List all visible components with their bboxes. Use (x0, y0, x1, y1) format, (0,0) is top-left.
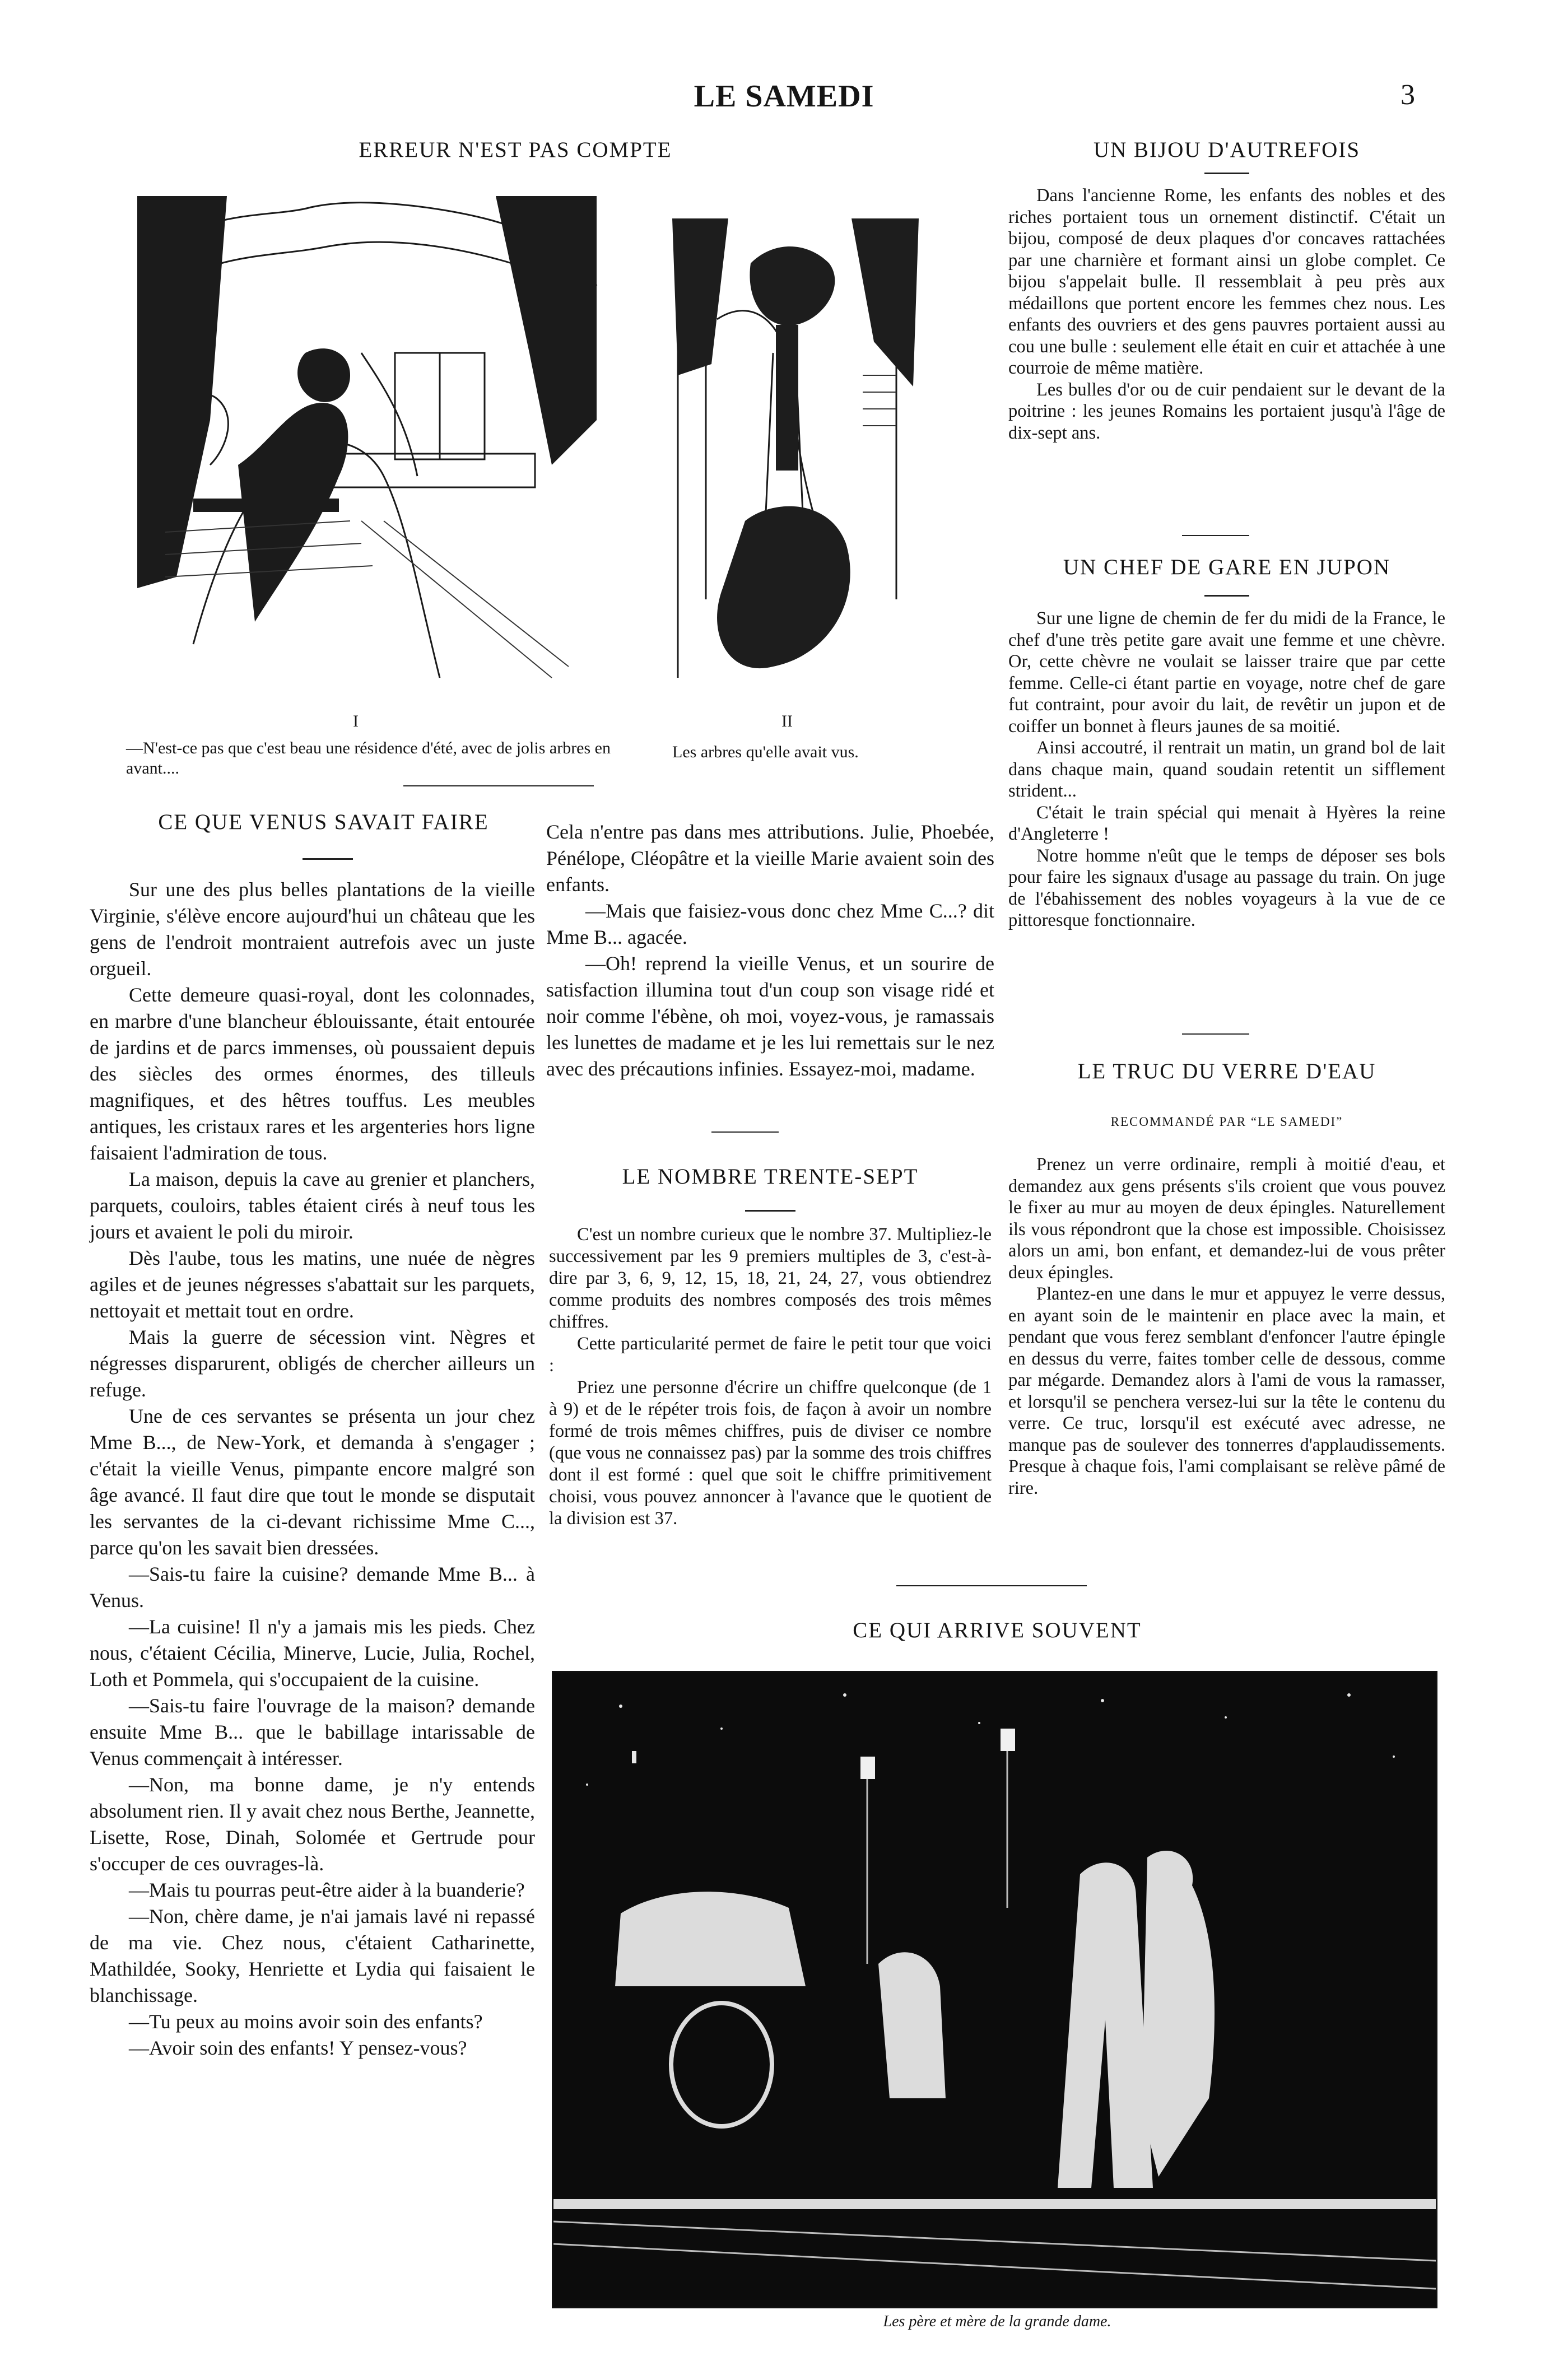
paragraph: C'était le train spécial qui menait à Hyères la reine d'Angleterre ! (1008, 802, 1445, 844)
truc-title: LE TRUC DU VERRE D'EAU (1077, 1059, 1376, 1083)
paragraph: Dès l'aube, tous les matins, une nuée de nègres agiles et de jeunes négresses s'abattait sur les parquets, nettoyait et mettait tout en ordre. (90, 1247, 535, 1322)
illustration-trees (661, 207, 924, 706)
section-divider (1182, 1033, 1249, 1035)
chef-title: UN CHEF DE GARE EN JUPON (1063, 555, 1391, 579)
nombre-body (549, 1224, 992, 1530)
paragraph: Ainsi accoutré, il rentrait un matin, un grand bol de lait dans chaque main, quand soudain retentit un sifflement strident... (1008, 738, 1445, 801)
paragraph: Les bulles d'or ou de cuir pendaient sur le devant de la poitrine : les jeunes Romains les portaient jusqu'à l'âge de dix-sept ans. (1008, 379, 1445, 443)
title-underline (1204, 595, 1249, 597)
paragraph: Priez une personne d'écrire un chiffre quelconque (de 1 à 9) et de le répéter trois fois, de façon à avoir un nombre formé de trois mêmes chiffres, puis de diviser ce nombre (que vous ne connaissez pas) par la somme des trois chiffres dont il est formé : quel que soit le chiffre primitivement choisi, vous pouvez annoncer à l'avance que le quotient de la division est 37. (549, 1377, 992, 1529)
paragraph: Sur une ligne de chemin de fer du midi de la France, le chef d'une très petite gare avait une femme et une chèvre. Or, cette chèvre ne voulait se laisser traire que par cette femme. Celle-ci étant partie en voyage, notre chef de gare fut contraint, pour avoir du lait, de revêtir un jupon et de coiffer un bonnet à fleurs jaunes de sa moitié. (1008, 608, 1445, 737)
paragraph: —Sais-tu faire l'ouvrage de la maison? demande ensuite Mme B... que le babillage intarissable de Venus commençait à intéresser. (90, 1694, 535, 1769)
arrive-caption: Les père et mère de la grande dame. (883, 2313, 1111, 2330)
truc-subtitle: RECOMMANDÉ PAR “LE SAMEDI” (1110, 1115, 1343, 1129)
fig1-label: I (353, 712, 359, 730)
illustration-residence (126, 185, 608, 706)
paragraph: —Oh! reprend la vieille Venus, et un sourire de satisfaction illumina tout d'un coup son visage ridé et noir comme l'ébène, oh moi, voyez-vous, je ramassais les lunettes de madame et je les lui remettais sur le nez avec des précautions infinies. Essayez-moi, madame. (546, 952, 994, 1080)
paragraph: Prenez un verre ordinaire, rempli à moitié d'eau, et demandez aux gens présents s'ils croient que vous pouvez le fixer au mur au moyen de deux épingles. Naturellement ils vous répondront que la chose est impossible. Choisissez alors un ami, bon enfant, et demandez-lui de vous prêter deux épingles. (1008, 1154, 1445, 1283)
bijou-body (1008, 185, 1445, 444)
paragraph: —La cuisine! Il n'y a jamais mis les pieds. Chez nous, c'étaient Cécilia, Minerve, Lucie, Julia, Rochel, Loth et Pommela, qui s'occupaient de la cuisine. (90, 1615, 535, 1691)
paragraph: —Non, chère dame, je n'ai jamais lavé ni repassé de ma vie. Chez nous, c'étaient Catharinette, Mathildée, Sooky, Henriette et Lydia qui faisaient le blanchissage. (90, 1905, 535, 2006)
venus-body (90, 877, 535, 2061)
truc-body (1008, 1154, 1445, 1499)
paragraph: Plantez-en une dans le mur et appuyez le verre dessus, en ayant soin de le maintenir en place avec la main, et pendant que vous ferez semblant d'enfoncer l'autre épingle en dessus du verre, faites tomber celle de dessous, comme par mégarde. Demandez alors à l'ami de vous la ramasser, et lorsqu'il se penchera versez-lui sur la tête le contenu du verre. Ce truc, lorsqu'il est exécuté avec adresse, ne manque pas de soulever des tonnerres d'applaudissements. Presque à chaque fois, l'ami complaisant se relève pâmé de rire. (1008, 1284, 1445, 1498)
paragraph: —Mais que faisiez-vous donc chez Mme C...? dit Mme B... agacée. (546, 900, 994, 948)
title-underline (1204, 173, 1249, 174)
paragraph: Sur une des plus belles plantations de la vieille Virginie, s'élève encore aujourd'hui un château que les gens de l'endroit montraient autrefois avec un juste orgueil. (90, 878, 535, 980)
chef-body (1008, 608, 1445, 932)
nombre-title: LE NOMBRE TRENTE-SEPT (622, 1165, 919, 1189)
page-number: 3 (1401, 79, 1415, 111)
paragraph: C'est un nombre curieux que le nombre 37. Multipliez-le successivement par les 9 premiers multiples de 3, c'est-à-dire par 3, 6, 9, 12, 15, 18, 21, 24, 27, vous obtiendrez comme produits des nombres composés des trois mêmes chiffres. (549, 1224, 992, 1332)
paragraph: La maison, depuis la cave au grenier et planchers, parquets, couloirs, tables étaient cirés à neuf tous les jours et avaient le poli du miroir. (90, 1168, 535, 1243)
paragraph: Dans l'ancienne Rome, les enfants des nobles et des riches portaient tous un ornement distinctif. C'était un bijou, composé de deux plaques d'or concaves rattachées par une charnière et formant ainsi un globe complet. Ce bijou s'appelait bulle. Il ressemblait à peu près aux médaillons que portent encore les femmes chez nous. Les enfants des ouvriers et des gens pauvres portaient aussi au cou une bulle : seulement elle était en cuir et attachée à une courroie de même matière. (1008, 185, 1445, 378)
venus-continuation (546, 819, 994, 1082)
bijou-title: UN BIJOU D'AUTREFOIS (1093, 138, 1361, 162)
paragraph: Une de ces servantes se présenta un jour chez Mme B..., de New-York, et demanda à s'engager ; c'était la vieille Venus, pimpante encore malgré son âge avancé. Il faut dire que tout le monde se disputait les servantes de la ci-devant richissime Mme C..., parce qu'on les savait bien dressées. (90, 1405, 535, 1559)
paragraph: —Tu peux au moins avoir soin des enfants? (129, 2010, 483, 2033)
erreur-title: ERREUR N'EST PAS COMPTE (359, 138, 672, 162)
paragraph: Cela n'entre pas dans mes attributions. Julie, Phoebée, Pénélope, Cléopâtre et la vieille Marie avaient soin des enfants. (546, 821, 994, 896)
section-divider (403, 785, 594, 786)
illustration-street-scene (552, 1671, 1437, 2308)
title-underline (303, 858, 353, 860)
section-divider (896, 1585, 1087, 1586)
paragraph: —Non, ma bonne dame, je n'y entends absolument rien. Il y avait chez nous Berthe, Jeannette, Lisette, Rose, Dinah, Solomée et Gertrude pour s'occuper de ces ouvrages-là. (90, 1773, 535, 1875)
fig2-label: II (781, 712, 793, 730)
venus-title: CE QUE VENUS SAVAIT FAIRE (158, 810, 489, 834)
erreur-caption-1: —N'est-ce pas que c'est beau une résidence d'été, avec de jolis arbres en avant.... (126, 739, 611, 777)
section-divider (711, 1131, 779, 1133)
paragraph: Cette particularité permet de faire le petit tour que voici : (549, 1334, 992, 1376)
arrive-title: CE QUI ARRIVE SOUVENT (853, 1618, 1142, 1642)
section-divider (1182, 535, 1249, 536)
paragraph: Mais la guerre de sécession vint. Nègres et négresses disparurent, obligés de chercher ailleurs un refuge. (90, 1326, 535, 1401)
masthead: LE SAMEDI (694, 79, 874, 114)
paragraph: —Sais-tu faire la cuisine? demande Mme B... à Venus. (90, 1563, 535, 1612)
erreur-caption-2: Les arbres qu'elle avait vus. (672, 743, 859, 761)
title-underline (745, 1210, 795, 1212)
paragraph: Notre homme n'eût que le temps de déposer ses bols pour faire les signaux d'usage au passage du train. On juge de l'ébahissement des nobles voyageurs à la vue de ce pittoresque fonctionnaire. (1008, 845, 1445, 930)
paragraph: Cette demeure quasi-royal, dont les colonnades, en marbre d'une blancheur éblouissante, était entourée de jardins et de parcs immenses, où poussaient depuis des siècles des ormes énormes, des tilleuls magnifiques, et des hêtres touffus. Les meubles antiques, les cristaux rares et les argenteries hors ligne faisaient l'admiration de tous. (90, 984, 535, 1164)
paragraph: —Avoir soin des enfants! Y pensez-vous? (129, 2037, 467, 2059)
paragraph: —Mais tu pourras peut-être aider à la buanderie? (129, 1879, 525, 1901)
